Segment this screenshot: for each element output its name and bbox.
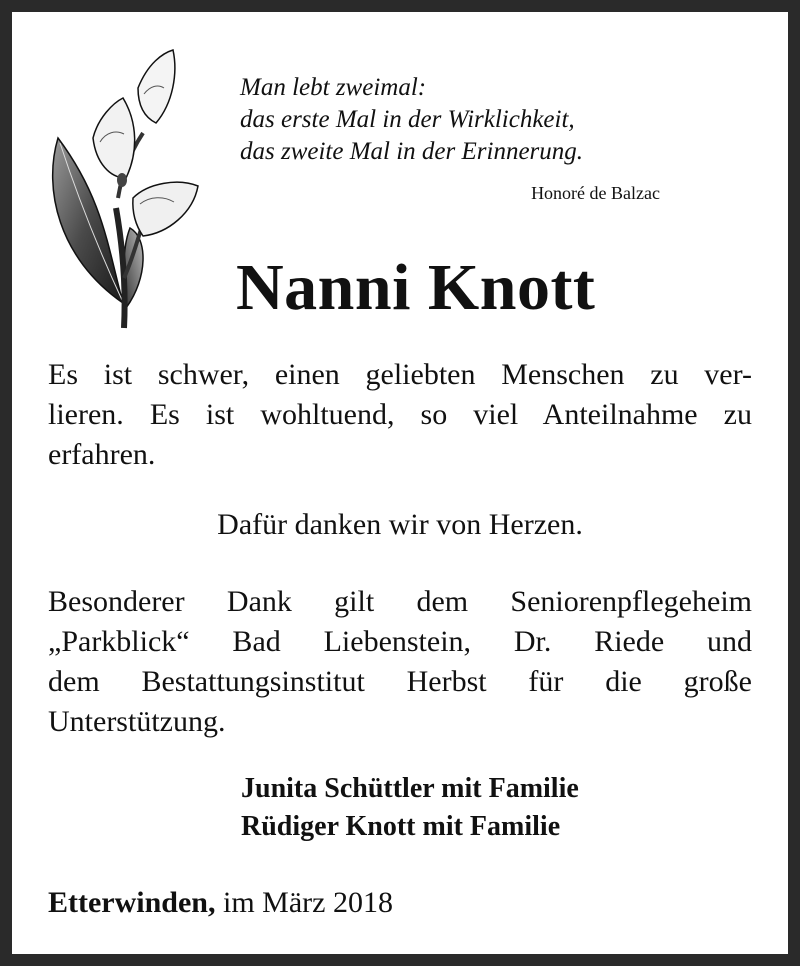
paragraph-line: dem Bestattungsinstitut Herbst für die große [48,665,752,698]
quote-line: das zweite Mal in der Erinnerung. [240,138,584,165]
paragraph-line: lieren. Es ist wohltuend, so viel Anteilnahme zu [48,398,752,431]
body-paragraph-2 [48,582,752,742]
signatures [241,770,741,846]
body-paragraph-1 [48,355,752,475]
quote-author: Honoré de Balzac [531,183,660,203]
quote-block [240,72,670,168]
quote-line: Man lebt zweimal: [240,74,427,101]
place-name: Etterwinden, [48,886,216,919]
paragraph-line: erfahren. [48,438,156,471]
paragraph-line: „Parkblick“ Bad Liebenstein, Dr. Riede und [48,625,752,658]
quote-line: das erste Mal in der Wirklichkeit, [240,106,575,133]
paragraph-line: Besonderer Dank gilt dem Seniorenpflegeheim [48,585,752,618]
signature-line: Rüdiger Knott mit Familie [241,811,561,842]
signature-line: Junita Schüttler mit Familie [241,773,579,804]
paragraph-line: Unterstützung. [48,705,226,738]
deceased-name: Nanni Knott [236,251,596,324]
paragraph-line: Es ist schwer, einen geliebten Menschen zu ver- [48,358,752,391]
place-date [48,883,648,923]
calla-lily-icon [38,38,218,338]
date-text: im März 2018 [223,886,393,919]
thanks-line: Dafür danken wir von Herzen. [217,508,583,541]
